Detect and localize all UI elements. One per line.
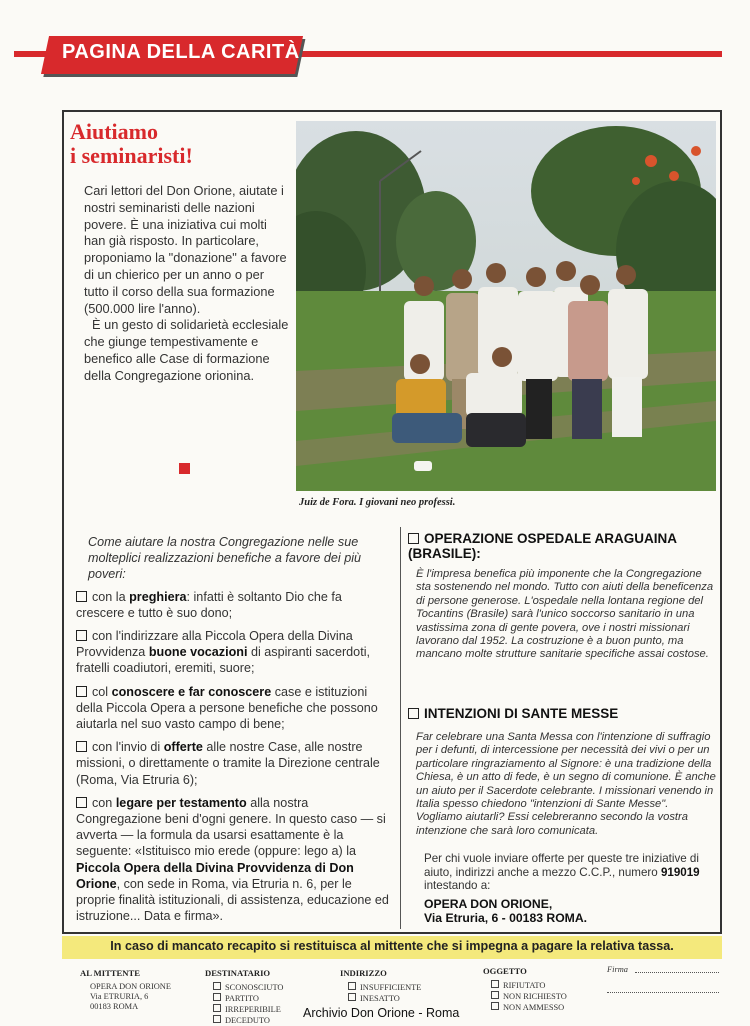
- help-list-intro: Come aiutare la nostra Congregazione nelle sue molteplici realizzazioni benefiche a favore dei più poveri:: [88, 535, 362, 582]
- help-item-offerings: con l'invio di offerte alle nostre Case, alle nostre missioni, o direttamente o tramite la Direzione centrale (Roma, Via Etruria 6);: [76, 740, 380, 787]
- end-mark-square: [179, 463, 190, 474]
- address-line-1: OPERA DON ORIONE,: [424, 897, 553, 911]
- help-list: [76, 534, 392, 931]
- help-item-prayer: con la preghiera: infatti è soltanto Dio che fa crescere e tutto è suo dono;: [76, 589, 342, 620]
- ccp-number: 919019: [660, 865, 700, 879]
- address-options: INSUFFICIENTE INESATTO: [348, 982, 421, 1004]
- object-options: RIFIUTATO NON RICHIESTO NON AMMESSO: [491, 980, 567, 1013]
- article-title: [70, 120, 290, 168]
- help-item-testament: con legare per testamento alla nostra Congregazione beni d'ogni genere. In questo caso — si avverta — la formula da usarsi esattamente è la seguente: «Istituisco mio erede (oppure: lego a) la Piccola Opera della Divina Provvidenza di Don Orione, con sede in Roma, via Etruria n. 6, per le proprie finalità istituzionali, di assistenza, educazione ed istruzione... Data e firma».: [76, 795, 389, 924]
- address-line-2: Via Etruria, 6 - 00183 ROMA.: [424, 911, 588, 925]
- checkbox-icon: [76, 591, 87, 602]
- sender-block: OPERA DON ORIONE Via ETRURIA, 6 00183 ROMA: [90, 982, 171, 1011]
- checkbox-icon: [76, 686, 87, 697]
- checkbox-icon: [213, 1004, 221, 1012]
- checkbox-icon: [76, 630, 87, 641]
- photo-caption: Juiz de Fora. I giovani neo professi.: [299, 497, 456, 508]
- help-item-awareness: col conoscere e far conoscere case e istituzioni della Piccola Opera a persone benefiche che possono aiutarla nel suo vasto campo di bene;: [76, 684, 378, 732]
- checkbox-icon: [76, 797, 87, 808]
- recipient-options: SCONOSCIUTO PARTITO IRREPERIBILE DECEDUTO: [213, 982, 283, 1026]
- checkbox-icon: [491, 991, 499, 999]
- checkbox-icon: [213, 1015, 221, 1023]
- checkbox-icon: [491, 1002, 499, 1010]
- intro-text: [84, 183, 290, 385]
- column-divider: [400, 527, 401, 929]
- checkbox-icon: [491, 980, 499, 988]
- checkbox-icon: [348, 993, 356, 1001]
- section-title: PAGINA DELLA CARITÀ: [62, 41, 300, 63]
- checkbox-icon: [408, 708, 419, 719]
- masses-text: Far celebrare una Santa Messa con l'intenzione di suffragio per i defunti, di intercessione per necessità dei vivi o per un particolare ringraziamento al Signore: è una tradizione della Chiesa, è un atto di fede, è un segno di comunione. È anche un aiuto per il Sacerdote celebrante. I missionari venendo in Italia spesso chiedono "intenzioni di Sante Messe". Vogliamo aiutarli? Essi celebreranno secondo la vostra intenzione che sarà loro comunicata.: [416, 731, 716, 837]
- checkbox-icon: [213, 993, 221, 1001]
- hospital-text: È l'impresa benefica più imponente che la Congregazione sta sostenendo nel mondo. Tutto con aiuti della beneficenza di persone generose. L'ospedale nella lontana regione del Tocantins (Brasile) sarà l'unico soccorso sanitario in una vastissima zona di gente povera, ove i nostri missionari lavorano dal 1952. La costruzione è a buon punto, ma mancano molte strutture sanitarie specifiche assai costose.: [416, 568, 714, 661]
- archive-watermark: Archivio Don Orione - Roma: [303, 1006, 460, 1020]
- masses-heading: INTENZIONI DI SANTE MESSE: [408, 706, 708, 721]
- checkbox-icon: [408, 533, 419, 544]
- checkbox-icon: [213, 982, 221, 990]
- signature-label: Firma: [607, 965, 628, 974]
- intro-paragraph-2: È un gesto di solidarietà ecclesiale che giunge tempestivamente e benefico alle Case di formazione della Congregazione orionina.: [84, 317, 289, 383]
- intro-paragraph-1: Cari lettori del Don Orione, aiutate i nostri seminaristi delle nazioni povere. È una iniziativa cui molti han già risposto. In particolare, proponiamo la "donazione" a favore di un chierico per un anno o per tutto il corso della sua formazione (500.000 lire l'anno).: [84, 183, 287, 316]
- recipient-label: DESTINATARIO: [205, 968, 271, 978]
- checkbox-icon: [348, 982, 356, 990]
- group-photo: [296, 121, 716, 491]
- signature-line: [635, 972, 719, 973]
- title-line-1: Aiutiamo: [70, 119, 158, 144]
- return-notice: In caso di mancato recapito si restituisca al mittente che si impegna a pagare la relativa tassa.: [110, 939, 674, 953]
- help-item-vocations: con l'indirizzare alla Piccola Opera della Divina Provvidenza buone vocazioni di aspiranti sacerdoti, fratelli coadiutori, eremiti, suore;: [76, 629, 370, 676]
- postal-address: [424, 897, 724, 925]
- signature-line-2: [607, 992, 719, 993]
- checkbox-icon: [76, 741, 87, 752]
- hospital-heading: OPERAZIONE OSPEDALE ARAGUAINA (BRASILE):: [408, 531, 677, 561]
- donation-instructions: Per chi vuole inviare offerte per queste tre iniziative di aiuto, indirizzi anche a mezzo C.C.P., numero 919019 intestando a:: [424, 852, 700, 893]
- object-label: OGGETTO: [483, 966, 527, 976]
- sender-label: AL MITTENTE: [80, 968, 140, 978]
- address-label: INDIRIZZO: [340, 968, 387, 978]
- title-line-2: i seminaristi!: [70, 143, 193, 168]
